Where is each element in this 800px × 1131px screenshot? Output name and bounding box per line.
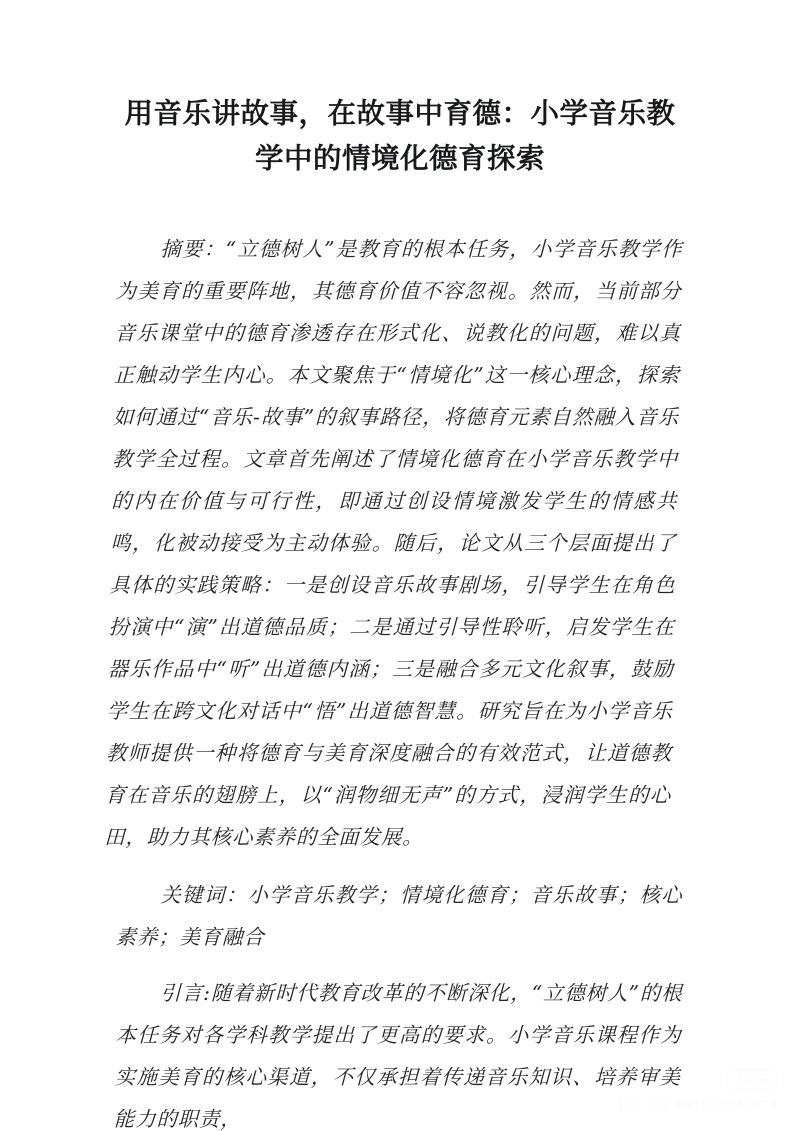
watermark-id-text: 小红书号 8913617480?4 — [614, 1097, 778, 1112]
introduction-section — [113, 972, 683, 1131]
abstract-section — [103, 228, 683, 858]
page-title: 用音乐讲故事，在故事中育德：小学音乐教学中的情境化德育探索 — [124, 98, 676, 175]
keywords-section — [117, 874, 683, 958]
abstract-text: 摘要：“立德树人”是教育的根本任务，小学音乐教学作为美育的重要阵地，其德育价值不容忽视。然而，当前部分音乐课堂中的德育渗透存在形式化、说教化的问题，难以真正触动学生内心。本文聚焦于“情境化”这一核心理念，探索如何通过“音乐-故事”的叙事路径，将德育元素自然融入音乐教学全过程。文章首先阐述了情境化德育在小学音乐教学中的内在价值与可行性，即通过创设情境激发学生的情感共鸣，化被动接受为主动体验。随后，论文从三个层面提出了具体的实践策略：一是创设音乐故事剧场，引导学生在角色扮演中“演”出道德品质；二是通过引导性聆听，启发学生在器乐作品中“听”出道德内涵；三是融合多元文化叙事，鼓励学生在跨文化对话中“悟”出道德智慧。研究旨在为小学音乐教师提供一种将德育与美育深度融合的有效范式，让道德教育在音乐的翅膀上，以“润物细无声”的方式，浸润学生的心田，助力其核心素养的全面发展。 — [103, 237, 683, 849]
xiaohongshu-logo-icon: 小红书 — [726, 1069, 778, 1089]
document-body — [103, 0, 683, 1131]
introduction-text: 引言:随着新时代教育改革的不断深化，“立德树人”的根本任务对各学科教学提出了更高的要求。小学音乐课程作为实施美育的核心渠道，不仅承担着传递音乐知识、培养审美能力的职责， — [113, 981, 683, 1131]
keywords-text: 关键词：小学音乐教学；情境化德育；音乐故事；核心素养；美育融合 — [115, 883, 683, 949]
